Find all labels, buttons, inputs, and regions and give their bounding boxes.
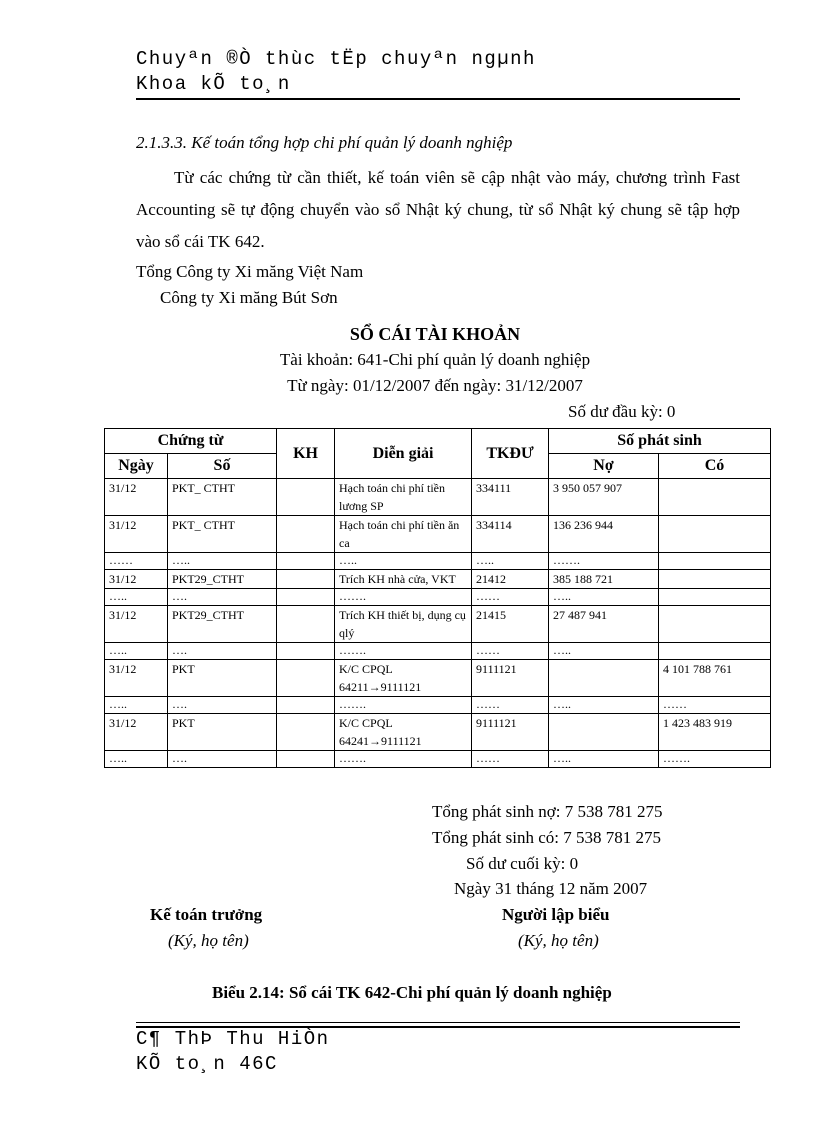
total-debit: Tổng phát sinh nợ: 7 538 781 275 xyxy=(432,802,663,821)
cell-credit: …… xyxy=(659,697,771,714)
cell-tkdu: 334114 xyxy=(472,516,549,553)
cell-description: Trích KH thiết bị, dụng cụ qlý xyxy=(335,606,472,643)
table-row xyxy=(105,643,771,660)
cell-debit: 3 950 057 907 xyxy=(549,479,659,516)
header-tkdu: TKĐƯ xyxy=(472,429,549,479)
cell-number: PKT_ CTHT xyxy=(168,516,277,553)
cell-debit: ….. xyxy=(549,589,659,606)
ledger-table xyxy=(104,428,771,768)
cell-debit xyxy=(549,714,659,751)
cell-debit: 27 487 941 xyxy=(549,606,659,643)
cell-description: ……. xyxy=(335,589,472,606)
cell-date: …… xyxy=(105,553,168,570)
cell-credit xyxy=(659,570,771,589)
header-line-1: Chuyªn ®Ò thùc tËp chuyªn ngµnh xyxy=(136,48,536,70)
table-row xyxy=(105,516,771,553)
ledger-period: Từ ngày: 01/12/2007 đến ngày: 31/12/2007 xyxy=(287,376,583,395)
cell-tkdu: 334111 xyxy=(472,479,549,516)
cell-number: PKT29_CTHT xyxy=(168,570,277,589)
cell-date: ….. xyxy=(105,751,168,768)
cell-date: ….. xyxy=(105,643,168,660)
cell-date: 31/12 xyxy=(105,660,168,697)
cell-date: 31/12 xyxy=(105,714,168,751)
header-kh: KH xyxy=(277,429,335,479)
cell-credit: 4 101 788 761 xyxy=(659,660,771,697)
cell-date: 31/12 xyxy=(105,516,168,553)
cell-debit xyxy=(549,660,659,697)
cell-kh xyxy=(277,589,335,606)
preparer-note: (Ký, họ tên) xyxy=(518,931,599,950)
cell-tkdu: 9111121 xyxy=(472,714,549,751)
cell-tkdu: …… xyxy=(472,589,549,606)
header-debit: Nợ xyxy=(549,454,659,479)
cell-tkdu: ….. xyxy=(472,553,549,570)
cell-debit: 385 188 721 xyxy=(549,570,659,589)
figure-caption: Biểu 2.14: Sổ cái TK 642-Chi phí quản lý doanh nghiệp xyxy=(212,983,612,1002)
cell-kh xyxy=(277,606,335,643)
cell-kh xyxy=(277,660,335,697)
cell-kh xyxy=(277,479,335,516)
preparer-title: Người lập biểu xyxy=(502,905,610,924)
header-number: Số xyxy=(168,454,277,479)
table-row xyxy=(105,479,771,516)
cell-debit: 136 236 944 xyxy=(549,516,659,553)
total-credit: Tổng phát sinh có: 7 538 781 275 xyxy=(432,828,662,847)
footer-divider-top xyxy=(136,1022,740,1023)
cell-debit: ….. xyxy=(549,697,659,714)
table-row xyxy=(105,697,771,714)
header-credit: Có xyxy=(659,454,771,479)
cell-kh xyxy=(277,751,335,768)
ledger-account: Tài khoản: 641-Chi phí quản lý doanh nghiệp xyxy=(279,350,591,369)
cell-credit: 1 423 483 919 xyxy=(659,714,771,751)
cell-kh xyxy=(277,553,335,570)
cell-description: ……. xyxy=(335,643,472,660)
cell-kh xyxy=(277,516,335,553)
cell-date: 31/12 xyxy=(105,606,168,643)
cell-credit xyxy=(659,516,771,553)
intro-paragraph: Từ các chứng từ cần thiết, kế toán viên sẽ cập nhật vào máy, chương trình Fast Accounting sẽ tự động chuyển vào sổ Nhật ký chung, từ sổ Nhật ký chung sẽ tập hợp vào sổ cái TK 642. xyxy=(136,168,740,251)
header-description: Diễn giải xyxy=(335,429,472,479)
cell-debit: ….. xyxy=(549,643,659,660)
cell-number: PKT xyxy=(168,660,277,697)
cell-number: PKT xyxy=(168,714,277,751)
cell-kh xyxy=(277,643,335,660)
cell-tkdu: …… xyxy=(472,697,549,714)
chief-accountant-note: (Ký, họ tên) xyxy=(168,931,249,950)
cell-credit xyxy=(659,643,771,660)
cell-credit xyxy=(659,606,771,643)
cell-description: Hạch toán chi phí tiền ăn ca xyxy=(335,516,472,553)
table-row xyxy=(105,714,771,751)
table-row xyxy=(105,570,771,589)
cell-tkdu: 9111121 xyxy=(472,660,549,697)
table-row xyxy=(105,606,771,643)
closing-balance: Số dư cuối kỳ: 0 xyxy=(466,854,579,873)
cell-credit: ……. xyxy=(659,751,771,768)
cell-debit: ……. xyxy=(549,553,659,570)
cell-kh xyxy=(277,570,335,589)
cell-number: …. xyxy=(168,643,277,660)
ledger-title: SỔ CÁI TÀI KHOẢN xyxy=(349,324,521,344)
org-parent: Tổng Công ty Xi măng Việt Nam xyxy=(136,262,364,281)
cell-description: ……. xyxy=(335,697,472,714)
cell-credit xyxy=(659,553,771,570)
date-line: Ngày 31 tháng 12 năm 2007 xyxy=(454,879,648,898)
cell-debit: ….. xyxy=(549,751,659,768)
cell-tkdu: 21415 xyxy=(472,606,549,643)
cell-description: ……. xyxy=(335,751,472,768)
footer-line-1: C¶ ThÞ Thu HiÒn xyxy=(136,1028,330,1050)
cell-credit xyxy=(659,589,771,606)
table-row xyxy=(105,553,771,570)
header-date: Ngày xyxy=(105,454,168,479)
cell-credit xyxy=(659,479,771,516)
header-voucher: Chứng từ xyxy=(105,429,277,454)
cell-description: K/C CPQL 64241→9111121 xyxy=(335,714,472,751)
table-row xyxy=(105,660,771,697)
cell-date: ….. xyxy=(105,697,168,714)
footer-line-2: KÕ to¸n 46C xyxy=(136,1053,278,1075)
cell-date: ….. xyxy=(105,589,168,606)
cell-kh xyxy=(277,714,335,751)
cell-tkdu: …… xyxy=(472,751,549,768)
cell-date: 31/12 xyxy=(105,479,168,516)
cell-description: Hạch toán chi phí tiền lương SP xyxy=(335,479,472,516)
org-company: Công ty Xi măng Bút Sơn xyxy=(160,288,338,307)
cell-description: Trích KH nhà cửa, VKT xyxy=(335,570,472,589)
opening-balance: Số dư đầu kỳ: 0 xyxy=(568,402,676,421)
cell-number: …. xyxy=(168,697,277,714)
cell-kh xyxy=(277,697,335,714)
cell-description: ….. xyxy=(335,553,472,570)
header-line-2: Khoa kÕ to¸n xyxy=(136,73,291,95)
cell-number: PKT29_CTHT xyxy=(168,606,277,643)
cell-description: K/C CPQL 64211→9111121 xyxy=(335,660,472,697)
cell-tkdu: …… xyxy=(472,643,549,660)
header-divider xyxy=(136,98,740,100)
cell-number: …. xyxy=(168,589,277,606)
cell-date: 31/12 xyxy=(105,570,168,589)
chief-accountant-title: Kế toán trưởng xyxy=(150,905,263,924)
table-row xyxy=(105,751,771,768)
cell-number: …. xyxy=(168,751,277,768)
cell-number: PKT_ CTHT xyxy=(168,479,277,516)
header-amounts: Số phát sinh xyxy=(549,429,771,454)
table-row xyxy=(105,589,771,606)
cell-number: ….. xyxy=(168,553,277,570)
section-title: 2.1.3.3. Kế toán tổng hợp chi phí quản lý doanh nghiệp xyxy=(136,133,513,152)
cell-tkdu: 21412 xyxy=(472,570,549,589)
